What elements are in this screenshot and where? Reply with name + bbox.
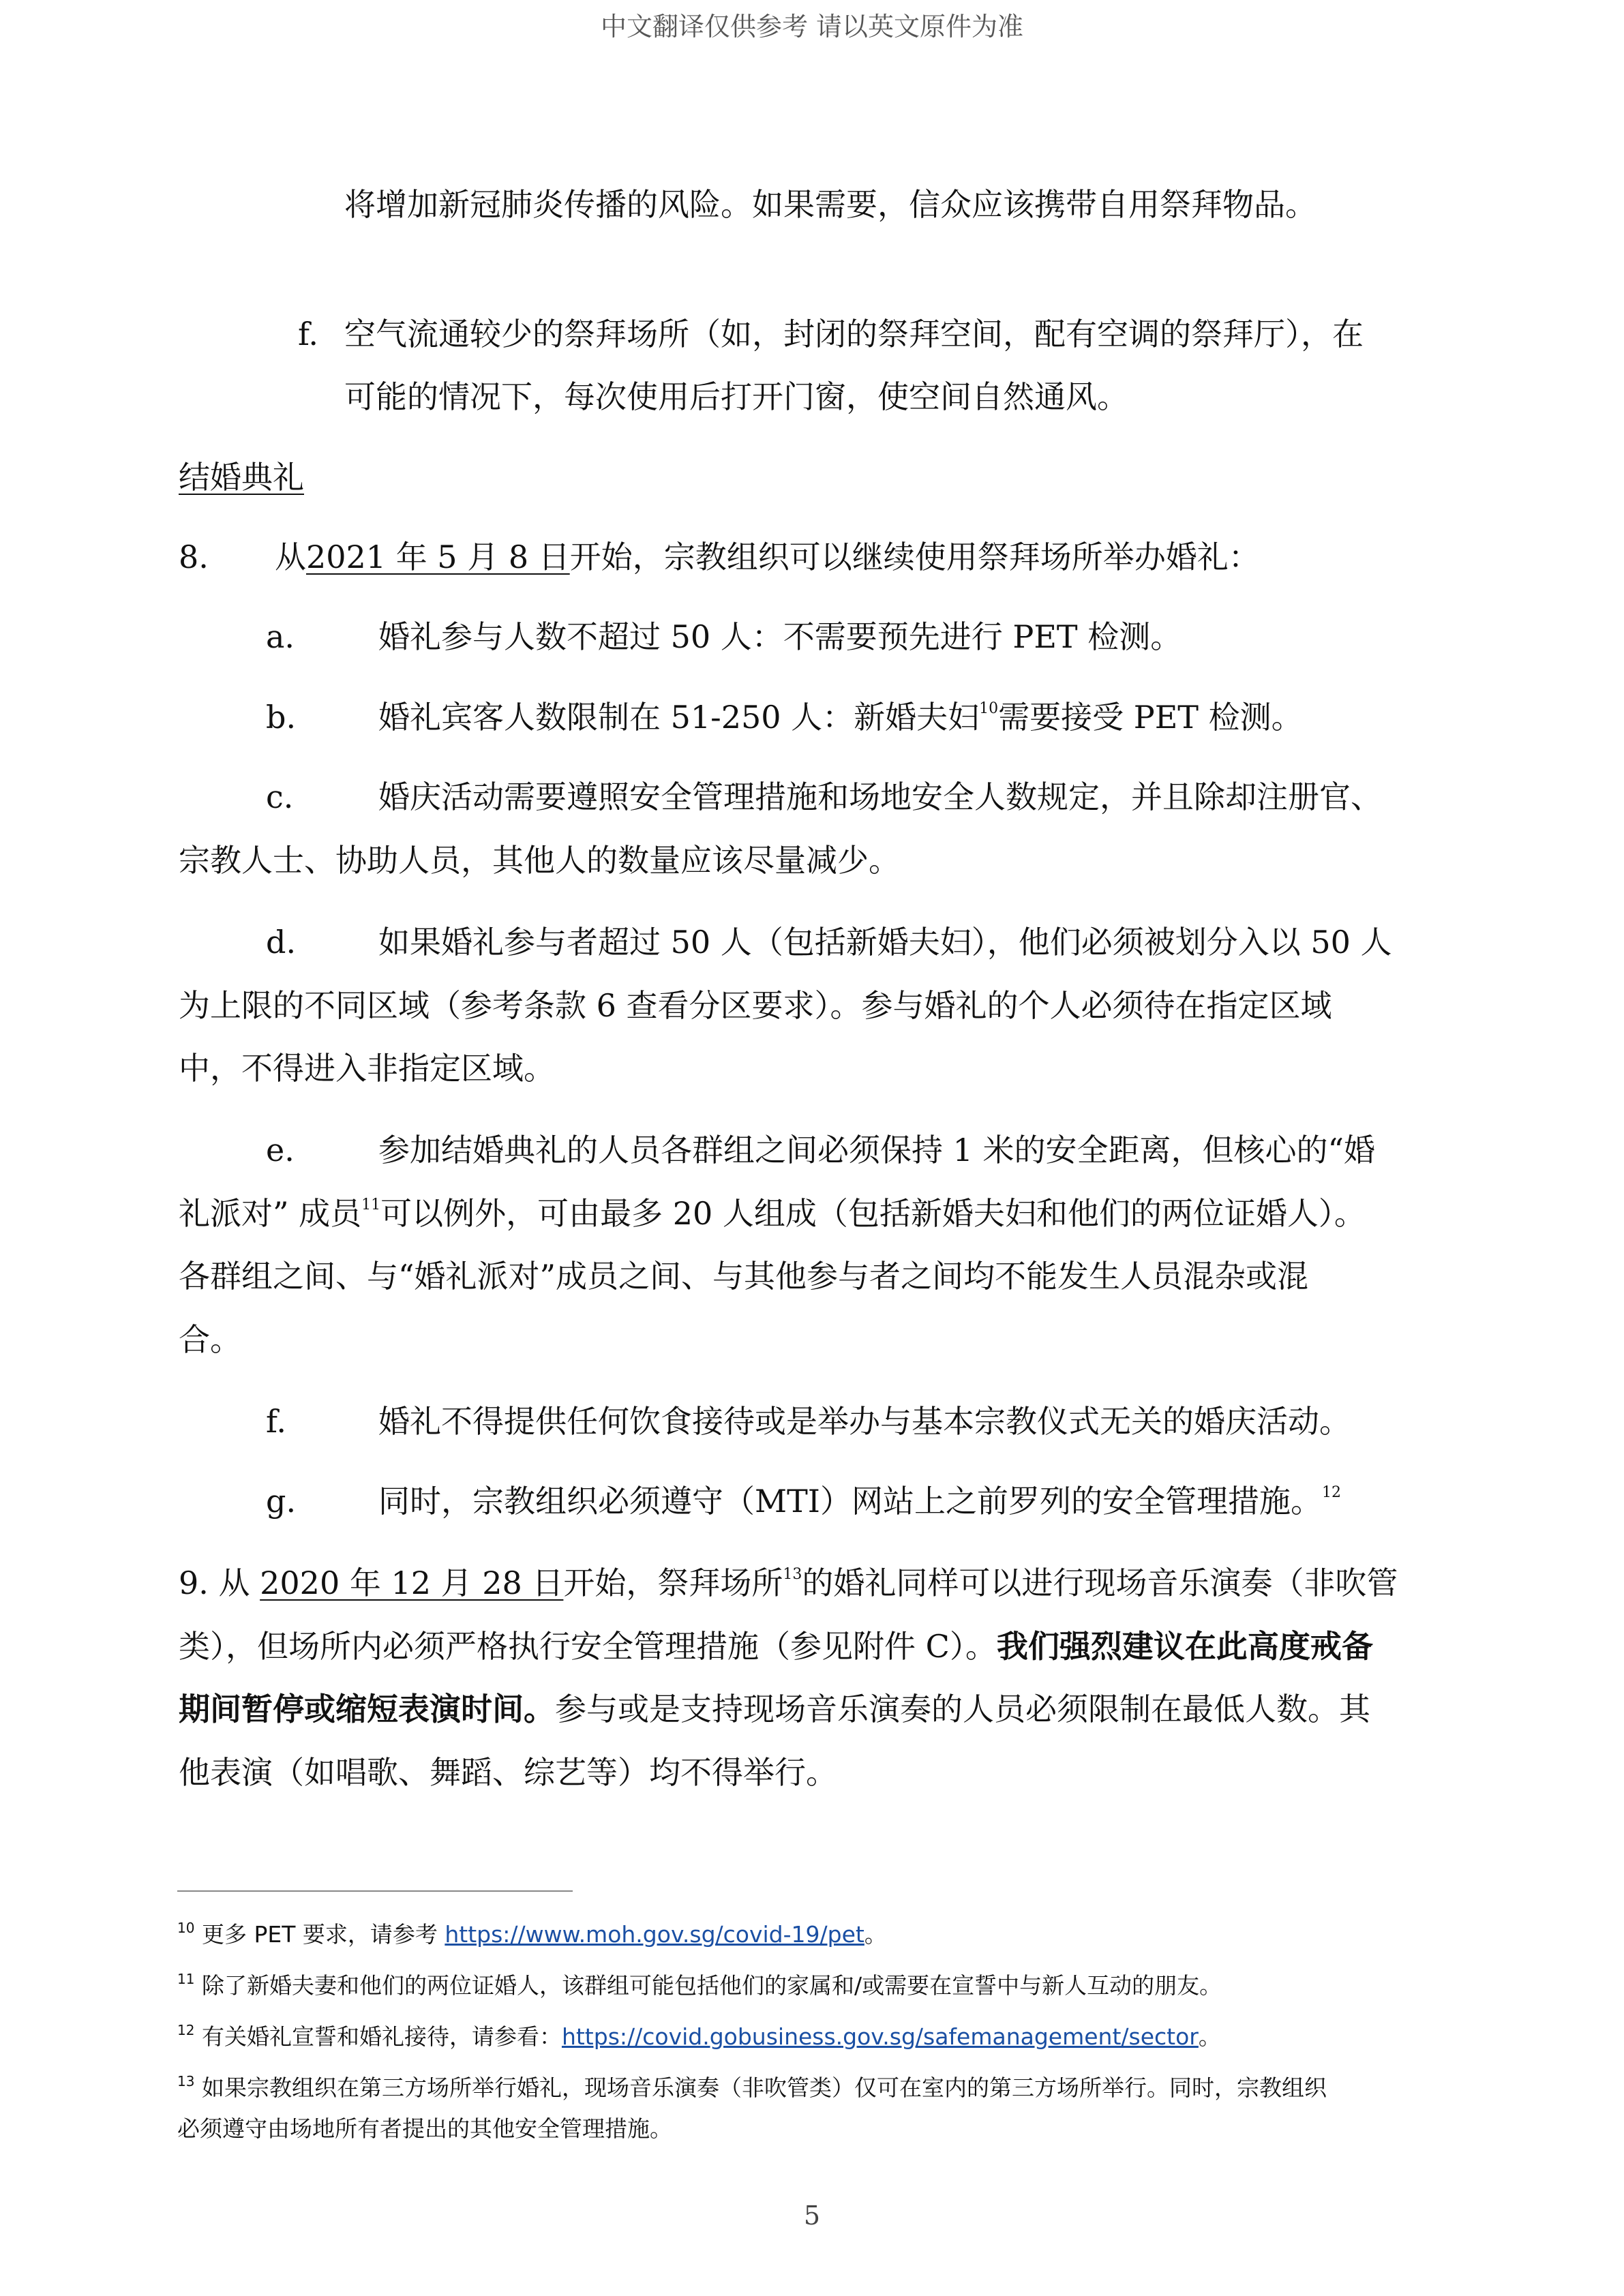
footnote-13 — [177, 2074, 1327, 2102]
item-b-text — [378, 699, 1303, 736]
para-9-line2 — [179, 1628, 1373, 1665]
page-header: 中文翻译仅供参考 请以英文原件为准 — [600, 12, 1024, 42]
item-d-line3: 中，不得进入非指定区域。 — [179, 1050, 555, 1087]
top-item-f-line1: 空气流通较少的祭拜场所（如，封闭的祭拜空间，配有空调的祭拜厅），在 — [344, 316, 1364, 352]
para-8-date: 2021 年 5 月 8 日 — [306, 539, 570, 575]
top-item-f-line2: 可能的情况下，每次使用后打开门窗，使空间自然通风。 — [344, 378, 1128, 415]
para-9-line4: 他表演（如唱歌、舞蹈、综艺等）均不得举行。 — [179, 1754, 837, 1791]
footnote-12-end: 。 — [1198, 2023, 1221, 2050]
item-b-marker: b. — [266, 699, 297, 736]
item-c-marker: c. — [266, 779, 294, 815]
para-9-line3-bold: 期间暂停或缩短表演时间。 — [179, 1691, 555, 1727]
item-e-line2 — [179, 1195, 1366, 1233]
footnote-12 — [177, 2023, 1221, 2051]
para-8-post: 开始，宗教组织可以继续使用祭拜场所举办婚礼： — [569, 539, 1260, 575]
item-g-body: 同时，宗教组织必须遵守（MTI）网站上之前罗列的安全管理措施。 — [378, 1483, 1322, 1520]
item-a-text: 婚礼参与人数不超过 50 人：不需要预先进行 PET 检测。 — [378, 618, 1182, 655]
footnote-10 — [177, 1921, 887, 1948]
footnote-13-number: 13 — [177, 2073, 195, 2089]
footnote-11 — [177, 1972, 1222, 1999]
item-c-line1: 婚庆活动需要遵照安全管理措施和场地安全人数规定，并且除却注册官、 — [378, 779, 1382, 815]
footnote-10-number: 10 — [177, 1920, 195, 1936]
item-d-marker: d. — [266, 924, 297, 961]
item-e-line3: 各群组之间、与“婚礼派对”成员之间、与其他参与者之间均不能发生人员混杂或混 — [179, 1258, 1309, 1295]
item-b-pre: 婚礼宾客人数限制在 51-250 人：新婚夫妇 — [378, 699, 980, 736]
para-8-text — [275, 539, 1260, 576]
para-9-line1 — [179, 1565, 1398, 1602]
para-9-line3 — [179, 1691, 1370, 1728]
item-e-marker: e. — [266, 1132, 295, 1168]
footnote-10-end: 。 — [864, 1921, 887, 1948]
footnote-12-text: 有关婚礼宣誓和婚礼接待，请参看： — [201, 2023, 562, 2050]
footnote-10-text: 更多 PET 要求，请参考 — [201, 1921, 445, 1948]
item-e-line2-pre: 礼派对” 成员 — [179, 1195, 362, 1232]
top-item-f-marker: f. — [298, 316, 319, 352]
continuation-line: 将增加新冠肺炎传播的风险。如果需要，信众应该携带自用祭拜物品。 — [344, 186, 1317, 223]
para-9-line2-pre: 类），但场所内必须严格执行安全管理措施（参见附件 C）。 — [179, 1628, 997, 1665]
para-8-number: 8. — [179, 539, 209, 575]
item-c-line2: 宗教人士、协助人员，其他人的数量应该尽量减少。 — [179, 842, 900, 879]
item-a-marker: a. — [266, 618, 295, 655]
para-9-number: 9. 从 — [179, 1565, 260, 1601]
item-e-line1: 参加结婚典礼的人员各群组之间必须保持 1 米的安全距离，但核心的“婚 — [378, 1132, 1376, 1168]
footnote-13-line2: 必须遵守由场地所有者提出的其他安全管理措施。 — [177, 2115, 672, 2142]
footnote-ref-13[interactable]: 13 — [783, 1566, 802, 1583]
footnote-12-number: 12 — [177, 2022, 195, 2038]
page-number: 5 — [803, 2201, 821, 2231]
footnote-10-link[interactable]: https://www.moh.gov.sg/covid-19/pet — [445, 1921, 864, 1948]
item-g-marker: g. — [266, 1483, 297, 1520]
item-f-marker: f. — [266, 1403, 287, 1440]
para-8-pre: 从 — [275, 539, 306, 575]
footnote-separator — [177, 1890, 573, 1892]
item-b-post: 需要接受 PET 检测。 — [998, 699, 1303, 736]
para-9-line3-post: 参与或是支持现场音乐演奏的人员必须限制在最低人数。其 — [555, 1691, 1370, 1727]
item-d-line1: 如果婚礼参与者超过 50 人（包括新婚夫妇），他们必须被划分入以 50 人 — [378, 924, 1392, 961]
para-9-line2-bold: 我们强烈建议在此高度戒备 — [996, 1628, 1373, 1665]
item-e-line4: 合。 — [179, 1321, 241, 1358]
footnote-11-text: 除了新婚夫妻和他们的两位证婚人，该群组可能包括他们的家属和/或需要在宣誓中与新人互动的朋友。 — [201, 1972, 1222, 1999]
footnote-11-number: 11 — [177, 1971, 195, 1987]
para-9-mid: 开始，祭拜场所 — [563, 1565, 783, 1601]
footnote-ref-10[interactable]: 10 — [979, 700, 999, 717]
para-9-line1-post: 的婚礼同样可以进行现场音乐演奏（非吹管 — [802, 1565, 1398, 1601]
footnote-ref-12[interactable]: 12 — [1321, 1484, 1341, 1501]
para-9-date: 2020 年 12 月 28 日 — [260, 1565, 564, 1601]
section-heading-wedding: 结婚典礼 — [179, 459, 304, 496]
footnote-13-line1: 如果宗教组织在第三方场所举行婚礼，现场音乐演奏（非吹管类）仅可在室内的第三方场所举行。同时，宗教组织 — [201, 2074, 1327, 2101]
item-e-line2-post: 可以例外，可由最多 20 人组成（包括新婚夫妇和他们的两位证婚人）。 — [380, 1195, 1366, 1232]
item-g-text — [378, 1483, 1341, 1520]
item-f-text: 婚礼不得提供任何饮食接待或是举办与基本宗教仪式无关的婚庆活动。 — [378, 1403, 1351, 1440]
footnote-12-link[interactable]: https://covid.gobusiness.gov.sg/safemanagement/sector — [561, 2023, 1199, 2050]
footnote-ref-11[interactable]: 11 — [361, 1196, 381, 1213]
item-d-line2: 为上限的不同区域（参考条款 6 查看分区要求）。参与婚礼的个人必须待在指定区域 — [179, 987, 1332, 1024]
